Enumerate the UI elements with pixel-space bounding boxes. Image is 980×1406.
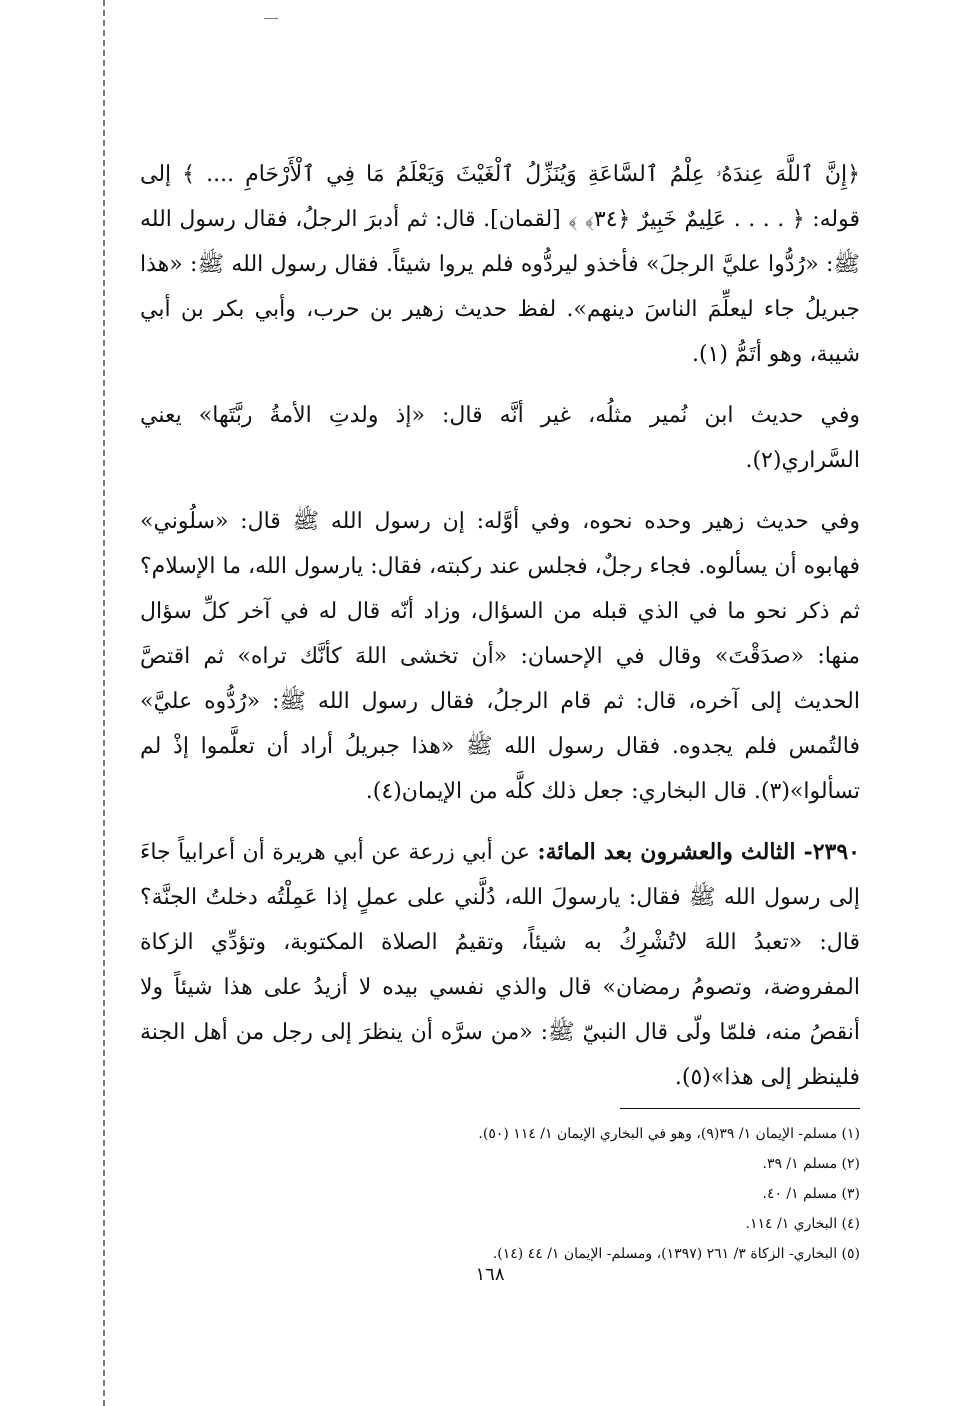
footnote-2: (٢) مسلم ١/ ٣٩. [762, 1156, 860, 1172]
paragraph-2: وفي حديث ابن نُمير مثلُه، غير أنَّه قال: «إذ ولدتِ الأمةُ ربَّتَها» يعني السَّراري(٢). [140, 403, 860, 473]
paragraph-3: وفي حديث زهير وحده نحوه، وفي أوَّله: إن رسول الله ﷺ قال: «سلُوني» فهابوه أن يسألوه. فجاء رجلٌ، فجلس عند ركبته، فقال: يارسول الله، ما الإسلام؟ ثم ذكر نحو ما في الذي قبله من السؤال، وزاد أنّه قال له في آخر كلِّ سؤال منها: «صدَقْتَ» وقال في الإحسان: «أن تخشى اللهَ كأنَّك تراه» ثم اقتصَّ الحديث إلى آخره، قال: ثم قام الرجلُ، فقال رسول الله ﷺ: «رُدُّوه عليَّ» فالتُمس فلم يجدوه. فقال رسول الله ﷺ «هذا جبريلُ أراد أن تعلَّموا إذْ لم تسألوا»(٣). قال البخاري: جعل ذلك كلَّه من الإيمان(٤). [140, 509, 860, 804]
footnote-1: (١) مسلم- الإيمان ١/ ٣٩(٩)، وهو في البخاري الإيمان ١/ ١١٤ (٥٠). [478, 1126, 860, 1142]
page-number: ١٦٨ [475, 1264, 505, 1285]
paragraph-1: ﴿إِنَّ ٱللَّهَ عِندَهُۥ عِلْمُ ٱلسَّاعَةِ وَيُنَزِّلُ ٱلْغَيْثَ وَيَعْلَمُ مَا فِي ٱلْأَرْحَامِ .... ﴾ إلى قوله: ﴿ . . . . عَلِيمٌ خَبِيرٌ ﴿٣٤﴾ ﴾ [لقمان]. قال: ثم أدبرَ الرجلُ، فقال رسول الله ﷺ: «رُدُّوا عليَّ الرجلَ» فأخذو ليردُّوه فلم يروا شيئاً. فقال رسول الله ﷺ: «هذا جبريلُ جاء ليعلِّمَ الناسَ دينهم». لفظ حديث زهير بن حرب، وأبي بكر بن أبي شيبة، وهو أتَمُّ (١). [140, 162, 860, 367]
top-mark [264, 18, 278, 19]
footnote-5: (٥) البخاري- الزكاة ٣/ ٢٦١ (١٣٩٧)، ومسلم- الإيمان ١/ ٤٤ (١٤). [492, 1246, 860, 1262]
footnote-separator [620, 1108, 860, 1109]
footnote-3: (٣) مسلم ١/ ٤٠. [762, 1186, 860, 1202]
hadith-heading: ٢٣٩٠- الثالث والعشرون بعد المائة: [537, 839, 860, 865]
footnote-4: (٤) البخاري ١/ ١١٤. [745, 1216, 860, 1232]
page-edge-guide [103, 0, 105, 1406]
hadith-text: عن أبي زرعة عن أبي هريرة أن أعرابياً جاءَ إلى رسول الله ﷺ فقال: يارسولَ الله، دُلَّني على عملٍ إذا عَمِلْتُه دخلتُ الجنَّة؟ قال: «تعبدُ اللهَ لاتُشْرِكُ به شيئاً، وتقيمُ الصلاة المكتوبة، وتؤدِّي الزكاة المفروضة، وتصومُ رمضان» قال والذي نفسي بيده لا أزيدُ على هذا شيئاً ولا أنقصُ منه، فلمّا ولّى قال النبيّ ﷺ: «من سرَّه أن ينظرَ إلى رجل من أهل الجنة فلينظر إلى هذا»(٥). [140, 840, 860, 1090]
hadith-paragraph [140, 830, 860, 1100]
page-body [140, 152, 860, 1269]
